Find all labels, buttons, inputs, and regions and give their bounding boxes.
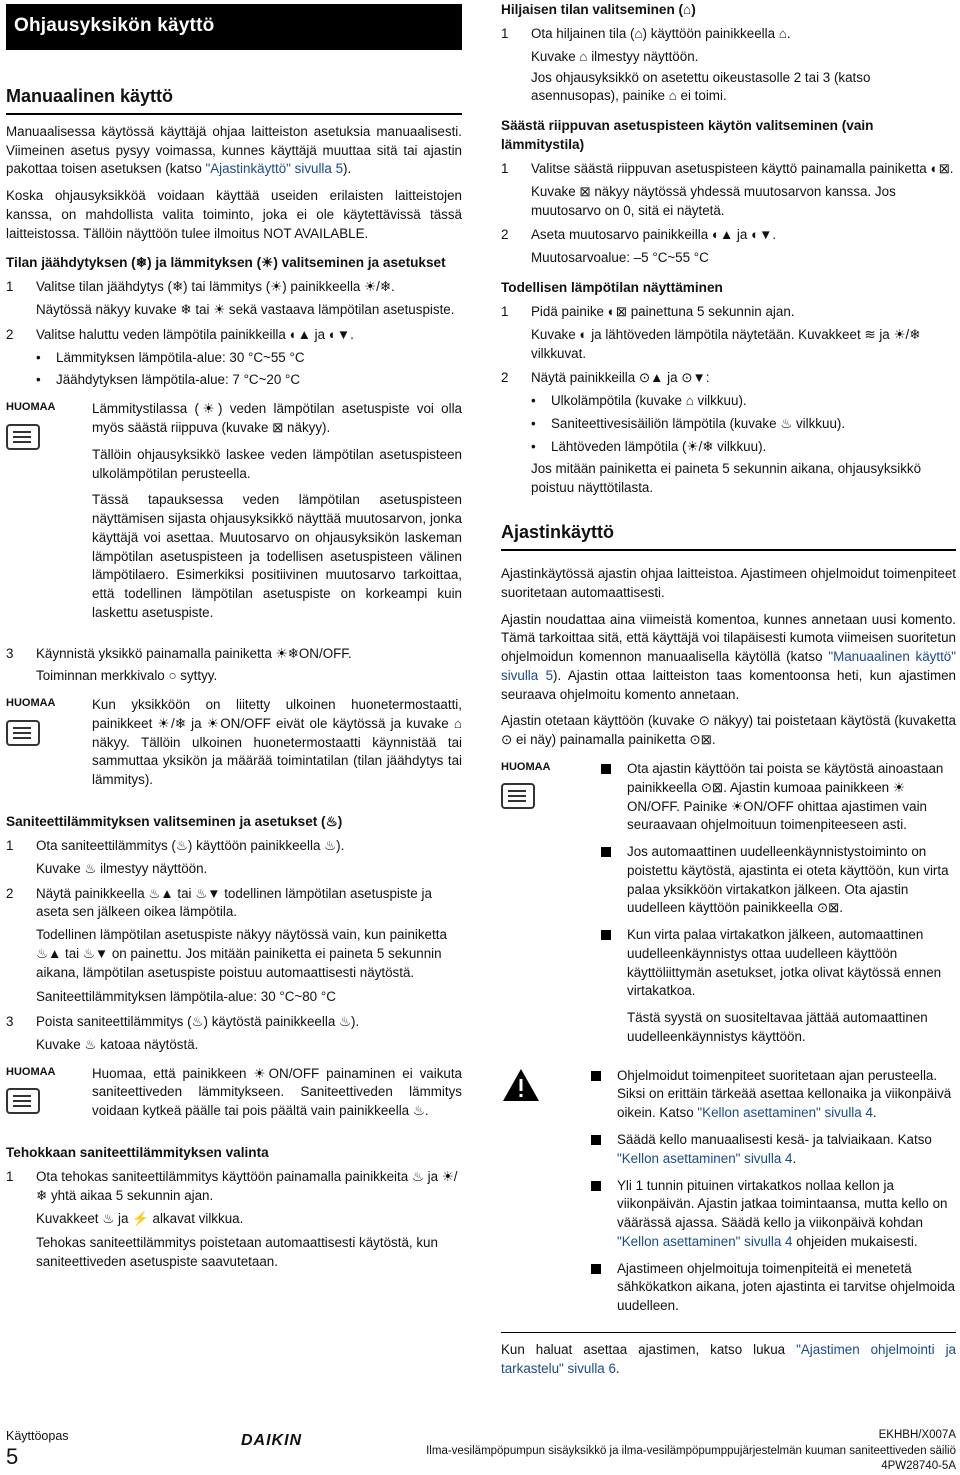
timer-note	[501, 760, 956, 1053]
footer-description: Ilma-vesilämpöpumpun sisäyksikkö ja ilma-vesilämpöpumppujärjestelmän kuuman saniteettiveden säiliö	[426, 1444, 956, 1457]
hand-note-icon	[6, 424, 40, 450]
actual-step-2: 2 Näytä painikkeilla ⊙▲ ja ⊙▼:	[501, 370, 710, 386]
page-number: 5	[6, 1444, 19, 1469]
dhw-step-1-sub: Kuvake ♨ ilmestyy näyttöön.	[36, 860, 208, 876]
manual-paragraph-1: Manuaalisessa käytössä käyttäjä ohjaa laitteiston asetuksia manuaalisesti. Viimeinen asetus pysyy voimassa, kunnes käyttäjä muuttaa sitä tai ajastin pakottaa toisen asetuksen (katso "Ajastinkäyttö" sivulla 5).	[6, 123, 462, 177]
dhw-step-3-sub: Kuvake ♨ katoaa näytöstä.	[36, 1036, 199, 1052]
warning-item-2: Säädä kello manuaalisesti kesä- ja talviaikaan. Katso "Kellon asettaminen" sivulla 4.	[591, 1131, 956, 1169]
quiet-heading: Hiljaisen tilan valitseminen (⌂)	[501, 2, 696, 17]
powerful-step-1-sub: Kuvakkeet ♨ ja ⚡ alkavat vilkkua.	[36, 1210, 244, 1226]
right-column	[501, 0, 956, 1386]
quiet-step-1-sub-1: Kuvake ⌂ ilmestyy näyttöön.	[531, 48, 699, 64]
warning-item-4: Ajastimeen ohjelmoituja toimenpiteitä ei menetetä sähkökatkon aikana, joten ajastinta ei tarvitse ohjelmoida uudelleen.	[591, 1260, 956, 1316]
timer-note-item-3: Kun virta palaa virtakatkon jälkeen, automaattinen uudelleenkäynnistys ottaa uudelleen käyttöön käyttöliittymän asetukset, jotka olivat käytössä ennen virtakatkoa.	[601, 926, 956, 1001]
footer-model: EKHBH/X007A	[878, 1429, 956, 1441]
timer-warning	[501, 1067, 956, 1324]
weather-step-2: 2 Aseta muutosarvo painikkeilla ◐▲ ja ◐▼.	[501, 227, 777, 243]
mode-note-2	[6, 696, 462, 798]
quiet-step-1-sub-2: Jos ohjausyksikkö on asetettu oikeustasolle 2 tai 3 (katso asennusopas), painike ⌂ ei toimi.	[531, 69, 871, 104]
clock-link-3[interactable]: "Kellon asettaminen" sivulla 4	[617, 1233, 793, 1249]
clock-link-2[interactable]: "Kellon asettaminen" sivulla 4	[617, 1150, 793, 1166]
warning-item-1: Ohjelmoidut toimenpiteet suoritetaan ajan perusteella. Siksi on erittäin tärkeää asettaa kellonaika ja viikonpäivä oikein. Katso "Kellon asettaminen" sivulla 4.	[591, 1067, 956, 1123]
quiet-step-1: 1 Ota hiljainen tila (⌂) käyttöön painikkeella ⌂.	[501, 26, 791, 42]
timer-note-item-1: Ota ajastin käyttöön tai poista se käytöstä ainoastaan painikkeella ⊙⊠. Ajastin kumoaa painikkeen ☀ON/OFF. Painike ☀ON/OFF ohittaa ajastimen vain seuraavaan ohjelmoituun toimenpiteeseen asti.	[601, 760, 956, 835]
hand-note-icon	[501, 783, 535, 809]
weather-step-2-sub: Muutosarvoalue: –5 °C~55 °C	[531, 250, 709, 266]
warning-item-3: Yli 1 tunnin pituinen virtakatkos nollaa kellon ja viikonpäivän. Ajastin jatkaa toimintaansa, mutta kello on väärässä ajassa. Säädä kello ja viikonpäivä kohdan "Kellon asettaminen" sivulla 4 ohjeiden mukaisesti.	[591, 1177, 956, 1252]
weather-heading: Säästä riippuvan asetuspisteen käytön valitseminen (vain lämmitystila)	[501, 118, 874, 153]
actual-step-1: 1 Pidä painike ◐⊠ painettuna 5 sekunnin ajan.	[501, 304, 795, 320]
mode-step-3: 3 Käynnistä yksikkö painamalla painiketta ☀❄ON/OFF.	[6, 645, 352, 661]
dhw-step-2-sub: Todellinen lämpötilan asetuspiste näkyy näytössä vain, kun painiketta ♨▲ tai ♨▼ on painettu. Jos mitään painiketta ei paineta 5 sekunnin aikana, lämpötilan asetuspiste poistuu automaattisesti näytöstä.	[36, 927, 447, 980]
actual-bullet-1: • Ulkolämpötila (kuvake ⌂ vilkkuu).	[531, 393, 747, 409]
timer-paragraph-1: Ajastinkäytössä ajastin ohjaa laitteistoa. Ajastimeen ohjelmoidut toimenpiteet suoritetaan automaattisesti.	[501, 566, 956, 600]
page-title: Ohjausyksikön käyttö	[6, 4, 462, 50]
note-label: HUOMAA	[6, 697, 56, 710]
actual-bullet-2: • Saniteettivesisäiliön lämpötila (kuvake ♨ vilkkuu).	[531, 415, 846, 431]
powerful-step-1: 1 Ota tehokas saniteettilämmitys käyttöön painamalla painikkeita ♨ ja ☀/❄ yhtä aikaa 5 sekunnin ajan.	[6, 1169, 458, 1203]
actual-bullet-3: • Lähtöveden lämpötila (☀/❄ vilkkuu).	[531, 438, 767, 454]
warning-icon	[501, 1067, 591, 1324]
dhw-heading: Saniteettilämmityksen valitseminen ja asetukset (♨)	[6, 814, 343, 830]
powerful-paragraph: Tehokas saniteettilämmitys poistetaan automaattisesti käytöstä, kun saniteettiveden asetuspiste saavutetaan.	[36, 1235, 438, 1270]
mode-note-1: Lämmitystilassa (☀) veden lämpötilan asetuspiste voi olla myös säästä riippuva (kuvake ⊠ näkyy).	[92, 401, 462, 435]
hand-note-icon	[6, 1088, 40, 1114]
manual-heading: Manuaalinen käyttö	[6, 84, 462, 115]
mode-step-2: 2 Valitse haluttu veden lämpötila painikkeilla ◐▲ ja ◐▼.	[6, 326, 354, 342]
timer-note-item-2: Jos automaattinen uudelleenkäynnistystoiminto on poistettu käytöstä, ajastinta ei oteta käyttöön, kun virta palaa yksikköön virtakatkon jälkeen. Ota ajastin uudelleen käyttöön painikkeella ⊙⊠.	[601, 843, 956, 918]
hand-note-icon	[6, 720, 40, 746]
mode-note	[6, 400, 462, 630]
manual-paragraph-2: Koska ohjausyksikköä voidaan käyttää useiden erilaisten laitteistojen kanssa, on mahdollista valita toiminto, joka ei ole käytettävissä tässä laitteistossa. Tällöin näyttöön tulee ilmoitus NOT AVAILABLE.	[6, 188, 462, 241]
timer-paragraph-2: Ajastin noudattaa aina viimeistä komentoa, kunnes annetaan uusi komento. Tämä tarkoittaa sitä, että käyttäjä voi tilapäisesti kumota viimeisen suoritetun ohjelmoidun komennon manuaalisella käytöllä (katso "Manuaalinen käyttö" sivulla 5). Ajastin ottaa laitteiston taas komentoonsa heti, kun ajastimen seuraava ohjelmoitu komento annetaan.	[501, 611, 957, 702]
daikin-logo: DAIKIN	[241, 1432, 303, 1449]
timer-note-item-3-sub: Tästä syystä on suositeltavaa jättää automaattinen uudelleenkäynnistys käyttöön.	[627, 1010, 928, 1044]
mode-note-3: Tässä tapauksessa veden lämpötilan asetuspisteen näyttämisen sijasta ohjausyksikkö näyttää muutosarvon, jonka käyttäjä voi asettaa. Muutosarvo on ohjausyksikön laskeman lämpötilan asetuspisteen ja todellisen asetuspisteen välinen lämpötilaero. Esimerkiksi positiivinen muutosarvo tarkoittaa, että todellinen lämpötilan asetuspiste on korkeampi kuin laskettu asetuspiste.	[92, 492, 462, 620]
dhw-step-1: 1 Ota saniteettilämmitys (♨) käyttöön painikkeella ♨).	[6, 838, 345, 854]
dhw-range: Saniteettilämmityksen lämpötila-alue: 30 °C~80 °C	[36, 989, 336, 1005]
mode-step-1: 1 Valitse tilan jäähdytys (❄) tai lämmitys (☀) painikkeella ☀/❄.	[6, 279, 395, 295]
dhw-note	[6, 1065, 462, 1129]
timer-last-paragraph: Kun haluat asettaa ajastimen, katso lukua "Ajastimen ohjelmointi ja tarkastelu" sivulla 6.	[501, 1332, 956, 1379]
mode-heading: Tilan jäähdytyksen (❄) ja lämmityksen (☀) valitseminen ja asetukset	[6, 255, 446, 271]
mode-note-2: Tällöin ohjausyksikkö laskee veden lämpötilan asetuspisteen ulkolämpötilan perusteella.	[92, 446, 462, 481]
mode-step-3-sub: Toiminnan merkkivalo ○ syttyy.	[36, 668, 218, 684]
weather-step-1-sub: Kuvake ⊠ näkyy näytössä yhdessä muutosarvon kanssa. Jos muutosarvo on 0, sitä ei näytetä.	[531, 183, 896, 218]
dhw-note-text: Huomaa, että painikkeen ☀ON/OFF painaminen ei vaikuta saniteettiveden lämmitykseen. Saniteettiveden lämmitys voidaan kytkeä päälle tai pois päältä vain painikkeella ♨.	[92, 1065, 462, 1119]
timer-programming-link[interactable]: "Ajastimen ohjelmointi ja tarkastelu" sivulla 6	[501, 1341, 957, 1376]
footer-manual-label: Käyttöopas	[6, 1429, 69, 1443]
weather-step-1: 1 Valitse säästä riippuvan asetuspisteen käyttö painamalla painiketta ◐⊠.	[501, 161, 954, 177]
mode-note-4: Kun yksikköön on liitetty ulkoinen huonetermostaatti, painikkeet ☀/❄ ja ☀ON/OFF eivät ole käytössä ja kuvake ⌂ näkyy. Tällöin ulkoinen huonetermostaatti käynnistää tai sammuttaa yksikön ja määrää toimintatilan (tilan jäähdytys tai lämmitys).	[92, 697, 462, 788]
powerful-heading: Tehokkaan saniteettilämmityksen valinta	[6, 1145, 269, 1160]
mode-bullet-1: • Lämmityksen lämpötila-alue: 30 °C~55 °C	[36, 349, 305, 365]
timer-paragraph-3: Ajastin otetaan käyttöön (kuvake ⊙ näkyy) tai poistetaan käytöstä (kuvaketta ⊙ ei näy) painamalla painiketta ⊙⊠.	[501, 713, 956, 748]
actual-step-1-sub: Kuvake ◐ ja lähtöveden lämpötila näytetään. Kuvakkeet ≋ ja ☀/❄ vilkkuvat.	[531, 326, 921, 361]
timer-heading: Ajastinkäyttö	[501, 520, 956, 551]
left-column	[6, 0, 462, 1278]
mode-bullet-2: • Jäähdytyksen lämpötila-alue: 7 °C~20 °C	[36, 372, 301, 388]
actual-heading: Todellisen lämpötilan näyttäminen	[501, 279, 723, 295]
footer-right	[426, 1428, 956, 1475]
clock-link-1[interactable]: "Kellon asettaminen" sivulla 4	[697, 1105, 873, 1121]
dhw-step-2: 2 Näytä painikkeella ♨▲ tai ♨▼ todellinen lämpötilan asetuspiste ja aseta sen jälkeen oikea lämpötila.	[6, 885, 432, 920]
note-label: HUOMAA	[501, 760, 551, 773]
actual-paragraph: Jos mitään painiketta ei paineta 5 sekunnin aikana, ohjausyksikkö poistuu näyttötilasta.	[531, 461, 922, 496]
manual-link[interactable]: "Ajastinkäyttö" sivulla 5	[205, 161, 344, 177]
timer-link-manual[interactable]: "Manuaalinen käyttö" sivulla 5	[501, 649, 957, 683]
note-label: HUOMAA	[6, 1065, 56, 1078]
mode-step-1-sub: Näytössä näkyy kuvake ❄ tai ☀ sekä vastaava lämpötilan asetuspiste.	[36, 302, 455, 318]
dhw-step-3: 3 Poista saniteettilämmitys (♨) käytöstä painikkeella ♨).	[6, 1014, 360, 1030]
note-label: HUOMAA	[6, 401, 56, 414]
footer-code: 4PW28740-5A	[881, 1460, 956, 1473]
